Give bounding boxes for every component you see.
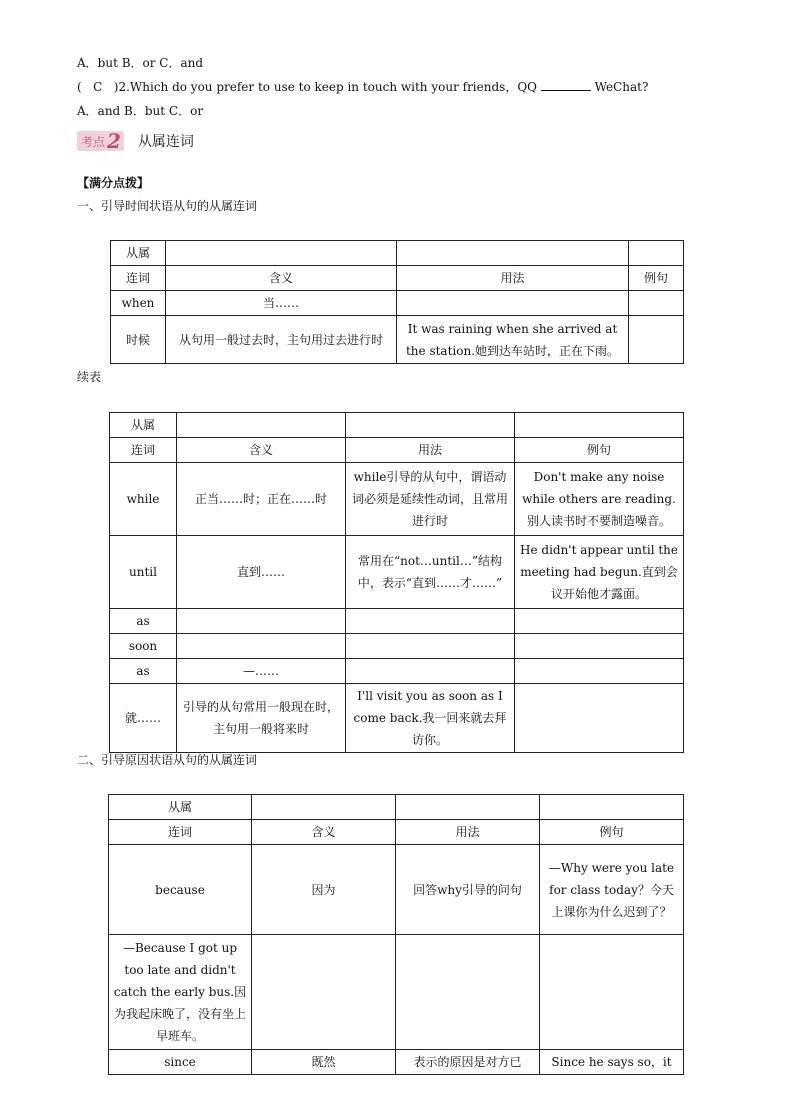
table-cell: 用法 (346, 438, 515, 463)
table-cell (177, 634, 346, 659)
table-row (109, 795, 684, 820)
table-cell: until (110, 536, 177, 609)
table-cell (629, 316, 684, 364)
table-cell (396, 795, 540, 820)
table-cell: —…… (177, 659, 346, 684)
section-badge (77, 131, 124, 151)
table-cell: 连词 (111, 266, 166, 291)
answer-blank (541, 78, 591, 91)
table-cell (515, 659, 684, 684)
table-cell: 当…… (166, 291, 397, 316)
tip-heading: 【满分点拨】 (77, 176, 150, 190)
table-cell: as (110, 659, 177, 684)
q2-options: A．and B．but C．or (77, 104, 204, 118)
table-cell: Don't make any noise while others are reading.别人读书时不要制造噪音。 (515, 463, 684, 536)
table-cell: as (110, 609, 177, 634)
table-cell (515, 413, 684, 438)
table-row (110, 463, 684, 536)
table-cell: 含义 (177, 438, 346, 463)
table-cell (346, 413, 515, 438)
table-cell (346, 609, 515, 634)
table-cell: 用法 (397, 266, 629, 291)
table-row (109, 820, 684, 845)
table-cell (166, 241, 397, 266)
table-cell: 从句用一般过去时，主句用过去进行时 (166, 316, 397, 364)
table-cell: I'll visit you as soon as I come back.我一回来就去拜访你。 (346, 684, 515, 753)
table-row (110, 438, 684, 463)
table-cell (540, 935, 684, 1050)
table-cell: 时候 (111, 316, 166, 364)
table-cell: 就…… (110, 684, 177, 753)
table-cell (346, 634, 515, 659)
table-row (111, 316, 684, 364)
table-cell: soon (110, 634, 177, 659)
table-cell (177, 413, 346, 438)
table-cell: He didn't appear until the meeting had begun.直到会议开始他才露面。 (515, 536, 684, 609)
q2-answer: C (93, 80, 103, 94)
table-cell: 引导的从句常用一般现在时，主句用一般将来时 (177, 684, 346, 753)
table-cell (397, 291, 629, 316)
table-cell (629, 291, 684, 316)
table-row (111, 241, 684, 266)
table-row (111, 266, 684, 291)
table-cell: because (109, 845, 252, 935)
table-cell: —Why were you late for class today？今天上课你为什么迟到了？ (540, 845, 684, 935)
table-cell: 表示的原因是对方已 (396, 1050, 540, 1075)
table-cell (515, 634, 684, 659)
table-row (109, 845, 684, 935)
table-cell: 正当……时；正在……时 (177, 463, 346, 536)
time-conjunction-table-continued (109, 412, 684, 753)
q2-prefix: ( (77, 80, 82, 94)
q2-text: )2.Which do you prefer to use to keep in touch with your friends，QQ (113, 80, 537, 94)
table-cell: —Because I got up too late and didn't catch the early bus.因为我起床晚了，没有坐上早班车。 (109, 935, 252, 1050)
table-cell: 例句 (515, 438, 684, 463)
table-cell: when (111, 291, 166, 316)
table-cell: since (109, 1050, 252, 1075)
table-cell (515, 684, 684, 753)
time-conjunction-table (110, 240, 684, 364)
table-cell: 用法 (396, 820, 540, 845)
q1-options: A．but B．or C．and (77, 56, 204, 70)
question-2 (77, 78, 648, 95)
section-badge-label: 考点 (81, 135, 106, 149)
heading-reason-clauses: 二、引导原因状语从句的从属连词 (77, 753, 258, 767)
table-cell: 例句 (629, 266, 684, 291)
table-cell (252, 935, 396, 1050)
q2-suffix: WeChat? (594, 80, 649, 94)
section-header (77, 131, 194, 151)
table-row (111, 291, 684, 316)
table-cell: 既然 (252, 1050, 396, 1075)
table-cell (177, 609, 346, 634)
table-cell: Since he says so，it (540, 1050, 684, 1075)
table-row (110, 609, 684, 634)
table-cell: 因为 (252, 845, 396, 935)
table-cell: 回答why引导的问句 (396, 845, 540, 935)
table-row (110, 536, 684, 609)
continued-label: 续表 (77, 370, 102, 384)
table-cell (515, 609, 684, 634)
table-cell: 连词 (109, 820, 252, 845)
table-row (110, 659, 684, 684)
section-title: 从属连词 (137, 134, 194, 150)
section-number: 2 (107, 129, 121, 153)
table-row (110, 634, 684, 659)
table-cell: 含义 (166, 266, 397, 291)
table-cell: 含义 (252, 820, 396, 845)
table-cell: while (110, 463, 177, 536)
table-cell (252, 795, 396, 820)
table-row (110, 413, 684, 438)
table-cell: 从属 (109, 795, 252, 820)
reason-conjunction-table (108, 794, 684, 1075)
table-cell: 从属 (111, 241, 166, 266)
table-cell: It was raining when she arrived at the station.她到达车站时，正在下雨。 (397, 316, 629, 364)
heading-time-clauses: 一、引导时间状语从句的从属连词 (77, 199, 258, 213)
table-row (109, 1050, 684, 1075)
table-cell (540, 795, 684, 820)
table-cell: 例句 (540, 820, 684, 845)
table-row (109, 935, 684, 1050)
table-cell: 直到…… (177, 536, 346, 609)
table-cell: 连词 (110, 438, 177, 463)
table-cell (396, 935, 540, 1050)
table-cell (397, 241, 629, 266)
table-cell: while引导的从句中，谓语动词必须是延续性动词，且常用进行时 (346, 463, 515, 536)
table-cell: 常用在“not…until…”结构中，表示“直到……才……” (346, 536, 515, 609)
table-row (110, 684, 684, 753)
table-cell (346, 659, 515, 684)
table-cell: 从属 (110, 413, 177, 438)
table-cell (629, 241, 684, 266)
